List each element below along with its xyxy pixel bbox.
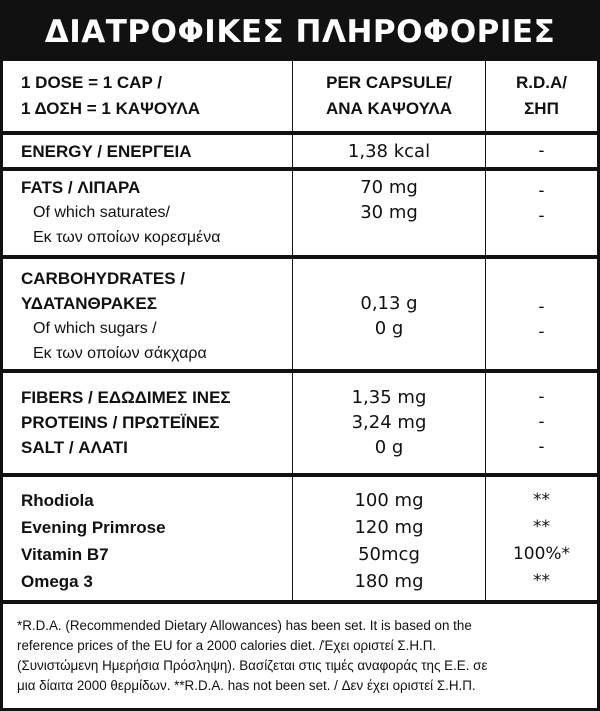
energy-label: ENERGY / ΕΝΕΡΓΕΙΑ [21, 141, 192, 161]
ingredients-row [3, 477, 597, 604]
fibers-label: FIBERS / ΕΔΩΔΙΜΕΣ ΙΝΕΣ [21, 388, 231, 407]
rda-header-line1: R.D.A/ [516, 73, 567, 92]
fats-label: FATS / ΛΙΠΑΡΑ [21, 178, 141, 197]
energy-value: 1,38 kcal [347, 140, 431, 162]
saturates-rda: - [538, 206, 545, 226]
fats-row [3, 171, 597, 259]
fibers-value: 1,35 mg [351, 387, 427, 408]
energy-row [3, 135, 597, 171]
other-nutrients-row [3, 373, 597, 477]
footnote-line-2: reference prices of the EU for a 2000 calories diet. /Έχει οριστεί Σ.Η.Π. [17, 638, 437, 653]
salt-value: 0 g [374, 437, 404, 458]
carbohydrates-rda: - [538, 297, 545, 317]
ingredient-label-evening-primrose: Evening Primrose [21, 518, 166, 537]
fibers-rda: - [538, 387, 545, 407]
rda-header-line2: ΣΗΠ [524, 99, 559, 118]
footnote-line-1: *R.D.A. (Recommended Dietary Allowances) has been set. It is based on the [17, 618, 472, 633]
proteins-value: 3,24 mg [351, 412, 427, 433]
per-capsule-header-line2: ΑΝΑ ΚΑΨΟΥΛΑ [325, 99, 453, 118]
ingredient-value-omega-3: 180 mg [354, 571, 424, 592]
salt-rda: - [538, 437, 545, 457]
ingredient-rda-evening-primrose: ** [533, 517, 550, 537]
carbohydrates-value: 0,13 g [360, 293, 418, 314]
dose-header-line2: 1 ΔΟΣΗ = 1 ΚΑΨΟΥΛΑ [21, 99, 201, 118]
dose-header-line1: 1 DOSE = 1 CAP / [21, 73, 162, 92]
ingredient-value-evening-primrose: 120 mg [354, 517, 424, 538]
ingredient-label-omega-3: Omega 3 [21, 572, 93, 591]
sugars-label-2: Εκ των οποίων σάκχαρα [33, 345, 207, 362]
saturates-value: 30 mg [360, 202, 418, 223]
footnote-line-4: μια δίαιτα 2000 θερμίδων. **R.D.A. has not been set. / Δεν έχει οριστεί Σ.Η.Π. [17, 678, 476, 693]
ingredient-rda-rhodiola: ** [533, 490, 550, 510]
salt-label: SALT / ΑΛΑΤΙ [21, 438, 128, 457]
ingredient-rda-omega-3: ** [533, 571, 550, 591]
panel-title: ΔΙΑΤΡΟΦΙΚΕΣ ΠΛΗΡΟΦΟΡΙΕΣ [3, 3, 597, 61]
ingredient-value-vitamin-b7: 50mcg [358, 544, 420, 565]
sugars-rda: - [538, 322, 545, 342]
sugars-value: 0 g [374, 318, 404, 339]
ingredient-label-rhodiola: Rhodiola [21, 491, 94, 510]
ingredient-label-vitamin-b7: Vitamin B7 [21, 545, 109, 564]
carbohydrates-label-2: ΥΔΑΤΑΝΘΡΑΚΕΣ [21, 294, 157, 313]
energy-rda: - [538, 140, 545, 161]
rda-footnote [3, 604, 597, 696]
per-capsule-header [293, 61, 486, 131]
dose-header [3, 61, 293, 131]
ingredient-rda-vitamin-b7: 100%* [512, 544, 571, 564]
sugars-label-1: Of which sugars / [33, 320, 157, 337]
header-row [3, 61, 597, 135]
rda-header [486, 61, 597, 131]
footnote-line-3: (Συνιστώμενη Ημερήσια Πρόσληψη). Βασίζεται στις τιμές αναφοράς της Ε.Ε. σε [17, 658, 488, 673]
carbohydrates-label-1: CARBOHYDRATES / [21, 269, 186, 288]
fats-value: 70 mg [360, 177, 418, 198]
proteins-label: PROTEINS / ΠΡΩΤΕΪΝΕΣ [21, 413, 220, 432]
fats-rda: - [538, 181, 545, 201]
carbohydrates-row [3, 259, 597, 373]
saturates-label-2: Εκ των οποίων κορεσμένα [33, 229, 221, 246]
saturates-label-1: Of which saturates/ [33, 204, 170, 221]
proteins-rda: - [538, 412, 545, 432]
ingredient-value-rhodiola: 100 mg [354, 490, 424, 511]
per-capsule-header-line1: PER CAPSULE/ [326, 73, 452, 92]
